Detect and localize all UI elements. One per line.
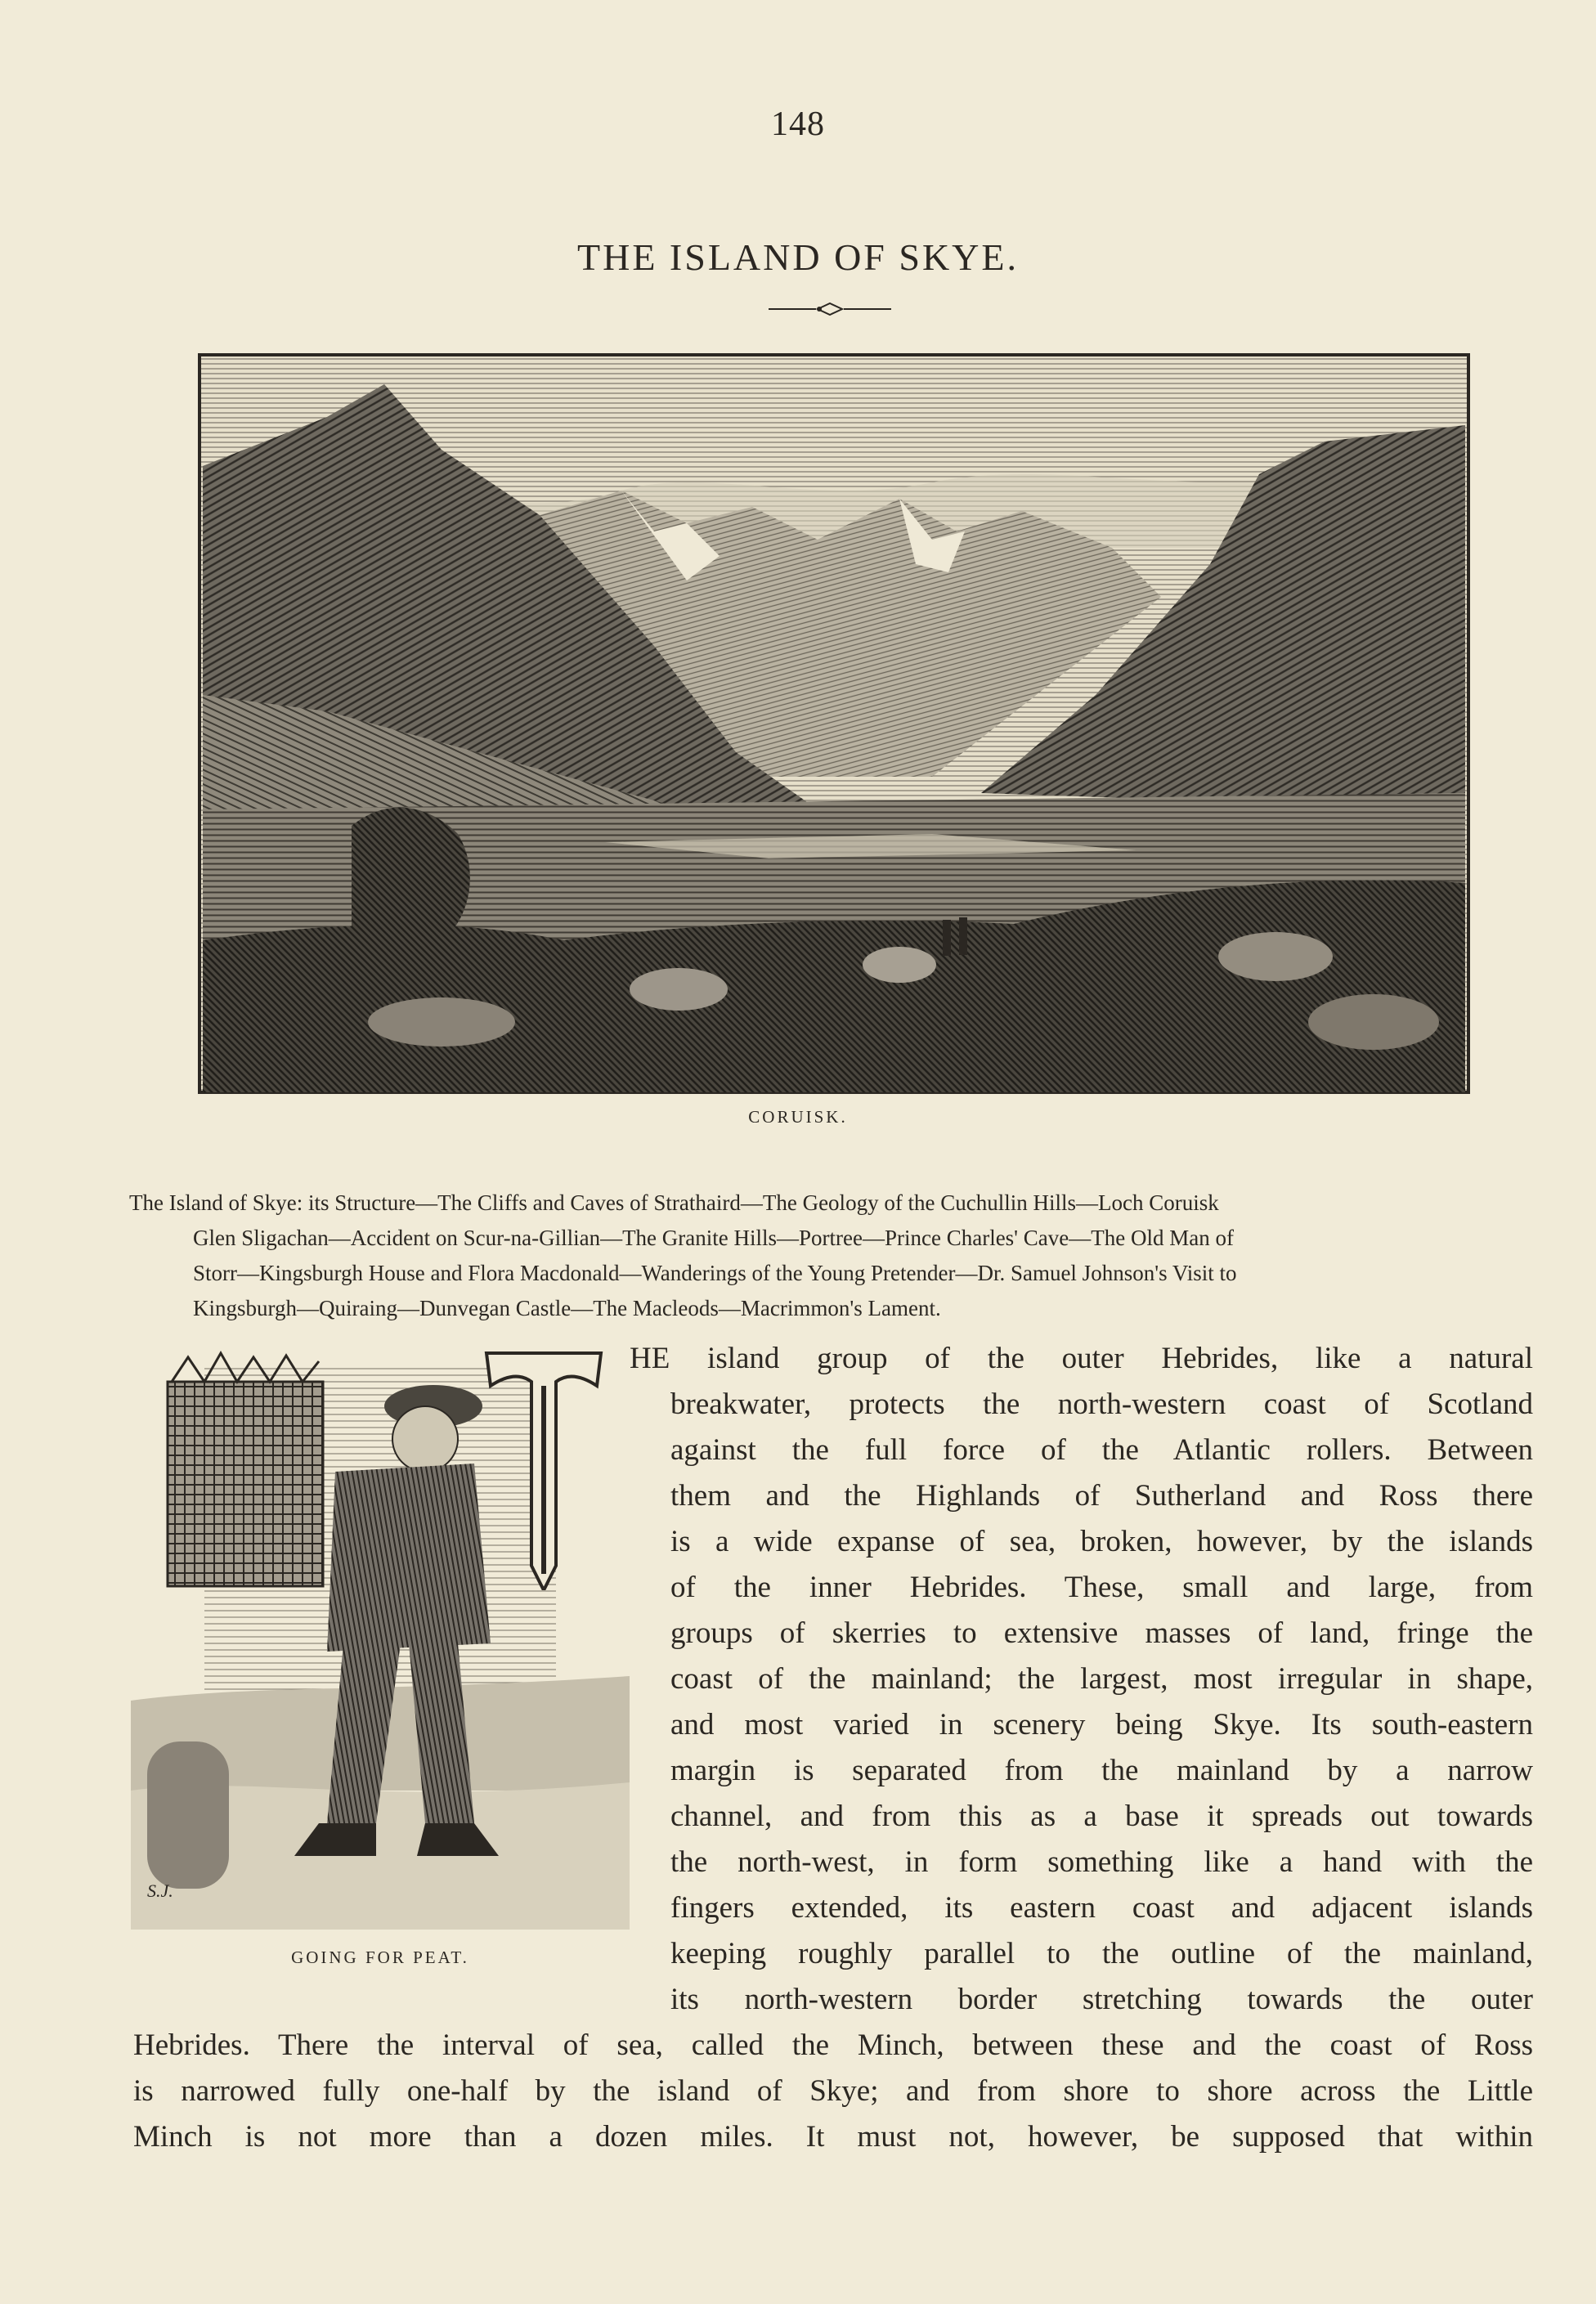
body-line: is a wide expanse of sea, broken, however, by the islands xyxy=(670,1525,1533,1558)
summary-line: Glen Sligachan—Accident on Scur-na-Gillian—The Granite Hills—Portree—Prince Charles' Cave—The Old Man of xyxy=(193,1226,1234,1250)
title-ornament xyxy=(769,299,891,319)
body-line: against the full force of the Atlantic rollers. Between xyxy=(670,1433,1533,1467)
body-line: HE island group of the outer Hebrides, like a natural xyxy=(630,1342,1533,1375)
side-caption: GOING FOR PEAT. xyxy=(291,1948,469,1967)
body-line: fingers extended, its eastern coast and adjacent islands xyxy=(670,1891,1533,1925)
summary-line: Storr—Kingsburgh House and Flora Macdonald—Wanderings of the Young Pretender—Dr. Samuel Johnson's Visit to xyxy=(193,1261,1237,1285)
main-caption: CORUISK. xyxy=(748,1107,848,1127)
drop-cap xyxy=(482,1345,605,1590)
body-line: channel, and from this as a base it spreads out towards xyxy=(670,1800,1533,1833)
body-line: groups of skerries to extensive masses of land, fringe the xyxy=(670,1616,1533,1650)
chapter-summary xyxy=(129,1186,1552,1326)
body-line: of the inner Hebrides. These, small and large, from xyxy=(670,1571,1533,1604)
page-number: 148 xyxy=(771,105,825,143)
body-line: coast of the mainland; the largest, most irregular in shape, xyxy=(670,1662,1533,1696)
body-line: Minch is not more than a dozen miles. It must not, however, be supposed that within xyxy=(133,2120,1533,2154)
drop-cap-letter: T xyxy=(544,1508,545,1509)
body-line: is narrowed fully one-half by the island of Skye; and from shore to shore across the Little xyxy=(133,2074,1533,2108)
page-title: THE ISLAND OF SKYE. xyxy=(577,236,1019,278)
body-line: breakwater, protects the north-western coast of Scotland xyxy=(670,1387,1533,1421)
coruisk-engraving xyxy=(196,352,1472,1096)
artist-mark: S.J. xyxy=(147,1880,173,1901)
body-line: its north-western border stretching towards the outer xyxy=(670,1983,1533,2016)
summary-line: Kingsburgh—Quiraing—Dunvegan Castle—The Macleods—Macrimmon's Lament. xyxy=(193,1296,941,1320)
body-line: Hebrides. There the interval of sea, called the Minch, between these and the coast of Ross xyxy=(133,2028,1533,2062)
body-line: keeping roughly parallel to the outline of the mainland, xyxy=(670,1937,1533,1970)
body-line: the north-west, in form something like a hand with the xyxy=(670,1845,1533,1879)
summary-line: The Island of Skye: its Structure—The Cliffs and Caves of Strathaird—The Geology of the Cuchullin Hills—Loch Coruisk xyxy=(129,1190,1219,1215)
body-line: and most varied in scenery being Skye. Its south-eastern xyxy=(670,1708,1533,1741)
body-line: margin is separated from the mainland by a narrow xyxy=(670,1754,1533,1787)
body-line: them and the Highlands of Sutherland and Ross there xyxy=(670,1479,1533,1513)
